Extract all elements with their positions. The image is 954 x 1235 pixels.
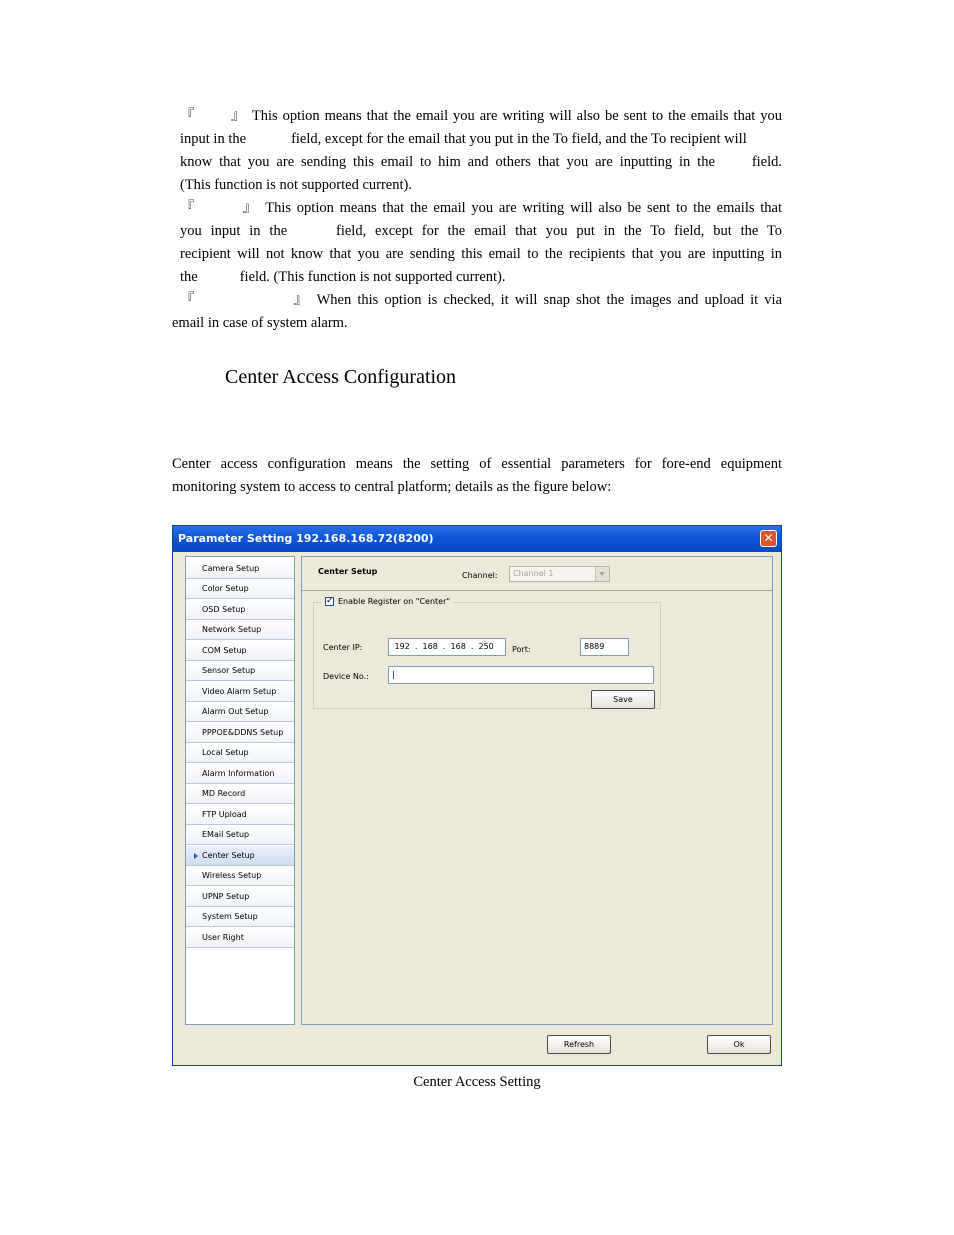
nav-item-user-right[interactable]: User Right: [186, 928, 294, 948]
figure-caption: Center Access Setting: [413, 1074, 541, 1090]
enable-register-checkbox[interactable]: [322, 595, 453, 609]
nav-item-video-alarm-setup[interactable]: Video Alarm Setup: [186, 682, 294, 702]
dialog-title: Parameter Setting 192.168.168.72(8200): [178, 532, 434, 545]
settings-nav-list: [185, 556, 295, 1025]
nav-item-local-setup[interactable]: Local Setup: [186, 743, 294, 763]
nav-item-camera-setup[interactable]: Camera Setup: [186, 559, 294, 579]
nav-item-center-setup[interactable]: [186, 846, 294, 866]
snap-line-1: When this option is checked, it will snap shot the images and upload it via: [316, 292, 783, 308]
nav-item-network-setup[interactable]: Network Setup: [186, 620, 294, 640]
nav-item-sensor-setup[interactable]: Sensor Setup: [186, 661, 294, 681]
bcc-line-3: recipient will not know that you are sending this email to the recipients that you are inputting in: [180, 246, 782, 262]
intro-line-1: Center access configuration means the setting of essential parameters for fore-end equipment: [172, 456, 782, 472]
snapshot-paragraph: [172, 289, 782, 335]
nav-item-label: Center Setup: [202, 851, 255, 860]
cc-paragraph: [172, 105, 782, 197]
channel-select[interactable]: [509, 566, 610, 582]
selected-arrow-icon: [194, 853, 198, 859]
bcc-line-1: This option means that the email you are writing will also be sent to the emails that: [265, 200, 783, 216]
nav-item-ftp-upload[interactable]: FTP Upload: [186, 805, 294, 825]
bracket-open: 『: [180, 108, 196, 124]
checkbox-checked-icon: [325, 597, 334, 606]
dialog-title-bar: [173, 526, 781, 552]
chevron-down-icon: [595, 567, 609, 581]
refresh-button[interactable]: Refresh: [547, 1035, 611, 1054]
nav-item-wireless-setup[interactable]: Wireless Setup: [186, 866, 294, 886]
nav-item-pppoe-ddns-setup[interactable]: PPPOE&DDNS Setup: [186, 723, 294, 743]
nav-item-alarm-out-setup[interactable]: Alarm Out Setup: [186, 702, 294, 722]
center-ip-input[interactable]: 192 . 168 . 168 . 250: [388, 638, 506, 656]
center-setup-panel: [301, 556, 773, 1025]
cc-line-3b: field.: [751, 154, 783, 170]
port-label: Port:: [512, 645, 531, 654]
ok-button[interactable]: Ok: [707, 1035, 771, 1054]
nav-item-email-setup[interactable]: EMail Setup: [186, 825, 294, 845]
bracket-close: 』: [291, 292, 311, 308]
channel-select-value: Channel 1: [513, 569, 554, 578]
save-button[interactable]: Save: [591, 690, 655, 709]
intro-line-2: monitoring system to access to central platform; details as the figure below:: [172, 479, 612, 495]
nav-item-upnp-setup[interactable]: UPNP Setup: [186, 887, 294, 907]
section-heading: Center Access Configuration: [225, 366, 457, 388]
nav-item-md-record[interactable]: MD Record: [186, 784, 294, 804]
panel-title: Center Setup: [318, 567, 378, 576]
bracket-open: 『: [180, 200, 197, 216]
register-group-box: [313, 597, 661, 709]
nav-item-com-setup[interactable]: COM Setup: [186, 641, 294, 661]
nav-item-system-setup[interactable]: System Setup: [186, 907, 294, 927]
bcc-line-2b: field, except for the email that you put in the To field, but the To: [336, 223, 782, 239]
close-icon[interactable]: ✕: [760, 530, 777, 547]
device-no-label: Device No.:: [323, 672, 369, 681]
cc-line-3a: know that you are sending this email to him and others that you are inputting in the: [180, 154, 715, 170]
bcc-line-4a: the: [180, 269, 198, 285]
cc-line-4: (This function is not supported current).: [180, 177, 412, 193]
enable-register-label: Enable Register on "Center": [338, 597, 451, 606]
parameter-setting-dialog: [172, 525, 782, 1066]
channel-label: Channel:: [462, 571, 498, 580]
cc-line-2a: input in the: [180, 131, 247, 147]
bcc-paragraph: [172, 197, 782, 289]
panel-header: [302, 557, 772, 591]
bracket-open: 『: [180, 292, 197, 308]
center-ip-label: Center IP:: [323, 643, 363, 652]
nav-item-osd-setup[interactable]: OSD Setup: [186, 600, 294, 620]
bcc-line-4b: field. (This function is not supported current).: [239, 269, 506, 285]
bcc-line-2a: you input in the: [180, 223, 288, 239]
device-no-input[interactable]: |: [388, 666, 654, 684]
bracket-close: 』: [229, 108, 247, 124]
nav-item-color-setup[interactable]: Color Setup: [186, 579, 294, 599]
nav-item-alarm-information[interactable]: Alarm Information: [186, 764, 294, 784]
cc-line-2b: field, except for the email that you put in the To field, and the To recipient will: [291, 131, 747, 147]
snap-line-2: email in case of system alarm.: [172, 315, 348, 331]
bracket-close: 』: [240, 200, 260, 216]
port-input[interactable]: 8889: [580, 638, 629, 656]
dialog-client-area: [177, 552, 777, 1061]
cc-line-1: This option means that the email you are writing will also be sent to the emails that you: [251, 108, 782, 124]
intro-paragraph: [172, 453, 782, 499]
